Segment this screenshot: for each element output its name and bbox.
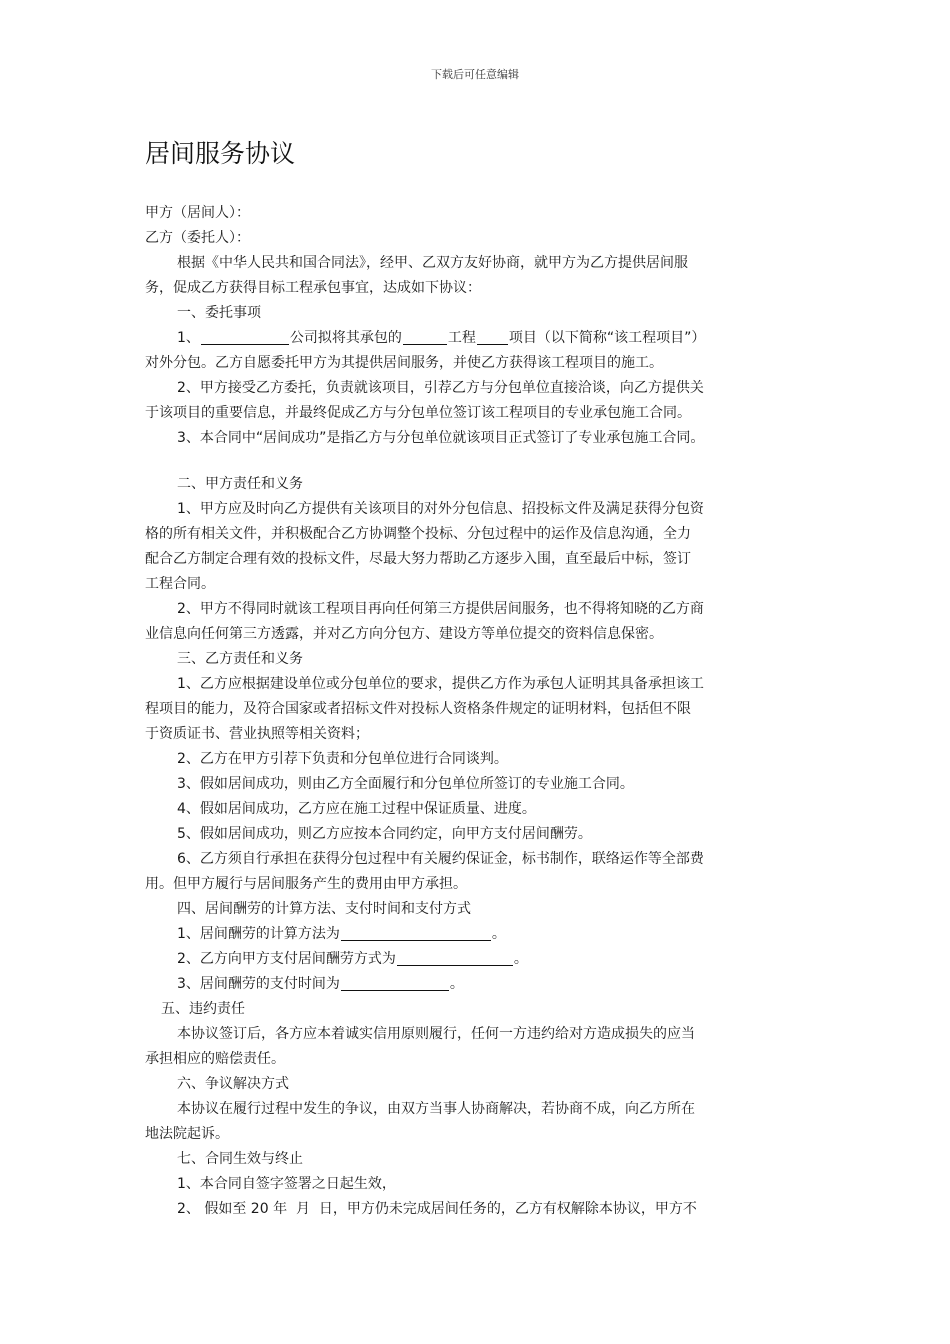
section-4-item-1	[145, 922, 810, 947]
party-a-line: 甲方（居间人）：	[145, 205, 250, 221]
section-3-item-2: 2、乙方在甲方引荐下负责和分包单位进行合同谈判。	[177, 751, 508, 767]
payment-time-blank[interactable]	[341, 973, 449, 991]
section-7-heading: 七、合同生效与终止	[177, 1151, 303, 1167]
document-body	[145, 201, 810, 1222]
section-1-item-2-line-1: 2、甲方接受乙方委托，负责就该项目，引荐乙方与分包单位直接洽谈，向乙方提供关	[177, 380, 704, 396]
section-4-heading: 四、居间酬劳的计算方法、支付时间和支付方式	[177, 901, 471, 917]
intro-line-1: 根据《中华人民共和国合同法》，经甲、乙双方友好协商，就甲方为乙方提供居间服	[177, 255, 688, 271]
section-3-item-6-line-1: 6、乙方须自行承担在获得分包过程中有关履约保证金，标书制作，联络运作等全部费	[177, 851, 704, 867]
section-2-item-1-line-4: 工程合同。	[145, 576, 215, 592]
section-5-body-line-2: 承担相应的赔偿责任。	[145, 1051, 285, 1067]
project-name-blank[interactable]	[403, 327, 447, 345]
item-1-text-c: 项目（以下简称“该工程项目”）	[508, 330, 706, 346]
section-2-heading: 二、甲方责任和义务	[177, 476, 303, 492]
section-3-heading: 三、乙方责任和义务	[177, 651, 303, 667]
section-1-item-1	[145, 326, 810, 351]
section-6-body-line-1: 本协议在履行过程中发生的争议，由双方当事人协商解决，若协商不成，向乙方所在	[177, 1101, 695, 1117]
section-4-item-2	[145, 947, 810, 972]
section-1-item-2-line-2: 于该项目的重要信息，并最终促成乙方与分包单位签订该工程项目的专业承包施工合同。	[145, 405, 691, 421]
section-gap	[145, 451, 810, 472]
section-3-item-1-line-2: 程项目的能力，及符合国家或者招标文件对投标人资格条件规定的证明材料，包括但不限	[145, 701, 691, 717]
section-1-heading: 一、委托事项	[177, 305, 261, 321]
calc-method-blank[interactable]	[341, 923, 491, 941]
party-b-line: 乙方（委托人）：	[145, 230, 250, 246]
section-3-item-6-line-2: 用。但甲方履行与居间服务产生的费用由甲方承担。	[145, 876, 467, 892]
item-1-text-a: 公司拟将其承包的	[289, 330, 402, 346]
item-1-number: 1、	[177, 330, 200, 346]
section-5-body-line-1: 本协议签订后，各方应本着诚实信用原则履行，任何一方违约给对方造成损失的应当	[177, 1026, 695, 1042]
section-3-item-3: 3、假如居间成功，则由乙方全面履行和分包单位所签订的专业施工合同。	[177, 776, 634, 792]
section-7-item-1: 1、本合同自签字签署之日起生效，	[177, 1176, 396, 1192]
section-2-item-1-line-3: 配合乙方制定合理有效的投标文件，尽最大努力帮助乙方逐步入围，直至最后中标，签订	[145, 551, 691, 567]
section-2-item-2-line-1: 2、甲方不得同时就该工程项目再向任何第三方提供居间服务，也不得将知晓的乙方商	[177, 601, 704, 617]
payment-time-end: 。	[449, 976, 464, 992]
payment-time-label: 3、居间酬劳的支付时间为	[177, 976, 340, 992]
section-1-item-3: 3、本合同中“居间成功”是指乙方与分包单位就该项目正式签订了专业承包施工合同。	[177, 430, 705, 446]
calc-method-label: 1、居间酬劳的计算方法为	[177, 926, 340, 942]
project-type-blank[interactable]	[477, 327, 508, 345]
payment-method-label: 2、乙方向甲方支付居间酬劳方式为	[177, 951, 396, 967]
page-header: 下载后可任意编辑	[431, 68, 519, 81]
section-4-item-3	[145, 972, 810, 997]
document-title: 居间服务协议	[145, 139, 296, 168]
section-3-item-1-line-1: 1、乙方应根据建设单位或分包单位的要求，提供乙方作为承包人证明其具备承担该工	[177, 676, 704, 692]
section-3-item-4: 4、假如居间成功，乙方应在施工过程中保证质量、进度。	[177, 801, 536, 817]
section-3-item-1-line-3: 于资质证书、营业执照等相关资料；	[145, 726, 369, 742]
item-1-text-b: 工程	[447, 330, 476, 346]
company-name-blank[interactable]	[201, 327, 289, 345]
section-6-heading: 六、争议解决方式	[177, 1076, 289, 1092]
calc-method-end: 。	[491, 926, 506, 942]
section-2-item-2-line-2: 业信息向任何第三方透露，并对乙方向分包方、建设方等单位提交的资料信息保密。	[145, 626, 663, 642]
section-2-item-1-line-1: 1、甲方应及时向乙方提供有关该项目的对外分包信息、招投标文件及满足获得分包资	[177, 501, 704, 517]
section-7-item-2: 2、 假如至 20 年 月 日，甲方仍未完成居间任务的，乙方有权解除本协议，甲方不	[177, 1201, 697, 1217]
intro-line-2: 务，促成乙方获得目标工程承包事宜，达成如下协议：	[145, 280, 481, 296]
section-2-item-1-line-2: 格的所有相关文件，并积极配合乙方协调整个投标、分包过程中的运作及信息沟通，全力	[145, 526, 691, 542]
payment-method-end: 。	[513, 951, 528, 967]
section-3-item-5: 5、假如居间成功，则乙方应按本合同约定，向甲方支付居间酬劳。	[177, 826, 592, 842]
payment-method-blank[interactable]	[397, 948, 513, 966]
section-6-body-line-2: 地法院起诉。	[145, 1126, 229, 1142]
section-5-heading: 五、违约责任	[161, 1001, 245, 1017]
section-1-item-1-cont: 对外分包。乙方自愿委托甲方为其提供居间服务，并使乙方获得该工程项目的施工。	[145, 355, 663, 371]
